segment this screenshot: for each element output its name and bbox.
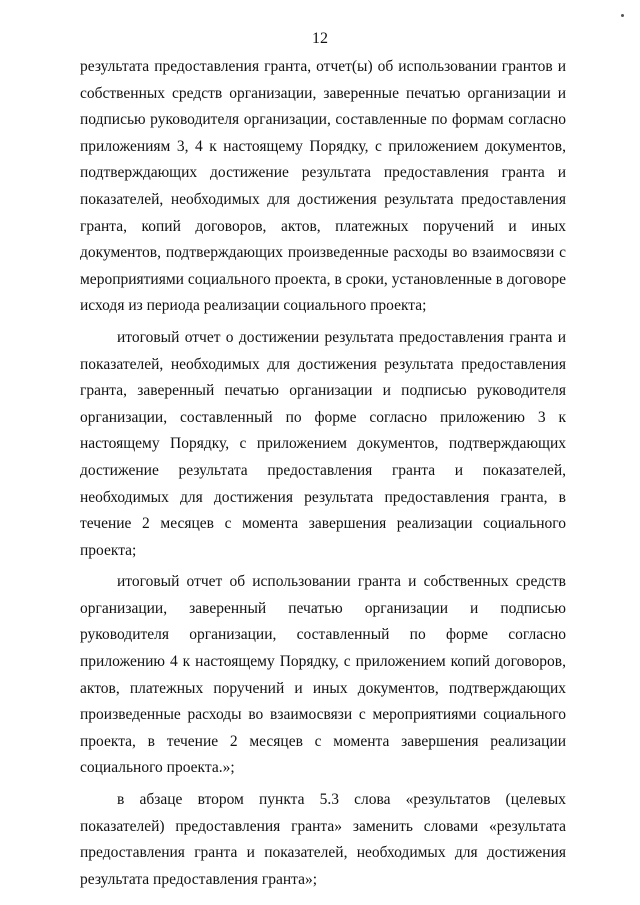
- page-number: 12: [312, 30, 328, 47]
- paragraph-continuation: результата предоставления гранта, отчет(ы) об использовании грантов и собственных средств организации, заверенные печатью организации и подписью руководителя организации, составленные по формам согласно приложениям 3, 4 к настоящему Порядку, с приложением документов, подтверждающих достижение результата предоставления гранта и показателей, необходимых для достижения результата предоставления гранта, копий договоров, актов, платежных поручений и иных документов, подтверждающих произведенные расходы во взаимосвязи с мероприятиями социального проекта, в сроки, установленные в договоре исходя из периода реализации социального проекта;: [80, 58, 566, 315]
- paragraph-final-report-usage: итоговый отчет об использовании гранта и собственных средств организации, заверенный печатью организации и подписью руководителя организации, составленный по форме согласно приложению 4 к настоящему Порядку, с приложением копий договоров, актов, платежных поручений и иных документов, подтверждающих произведенные расходы во взаимосвязи с мероприятиями социального проекта, в течение 2 месяцев с момента завершения реализации социального проекта.»;: [80, 573, 566, 777]
- paragraph-final-report-results: итоговый отчет о достижении результата предоставления гранта и показателей, необходимых для достижения результата предоставления гранта, заверенный печатью организации и подписью руководителя организации, составленный по форме согласно приложению 3 к настоящему Порядку, с приложением документов, подтверждающих достижение результата предоставления гранта и показателей, необходимых для достижения результата предоставления гранта, в течение 2 месяцев с момента завершения реализации социального проекта;: [80, 328, 566, 559]
- scan-dot: [621, 14, 624, 17]
- paragraph-amendment-5-3: в абзаце втором пункта 5.3 слова «результатов (целевых показателей) предоставления гранта» заменить словами «результата предоставления гранта и показателей, необходимых для достижения результата предоставления гранта»;: [80, 791, 566, 888]
- document-body: [80, 54, 566, 893]
